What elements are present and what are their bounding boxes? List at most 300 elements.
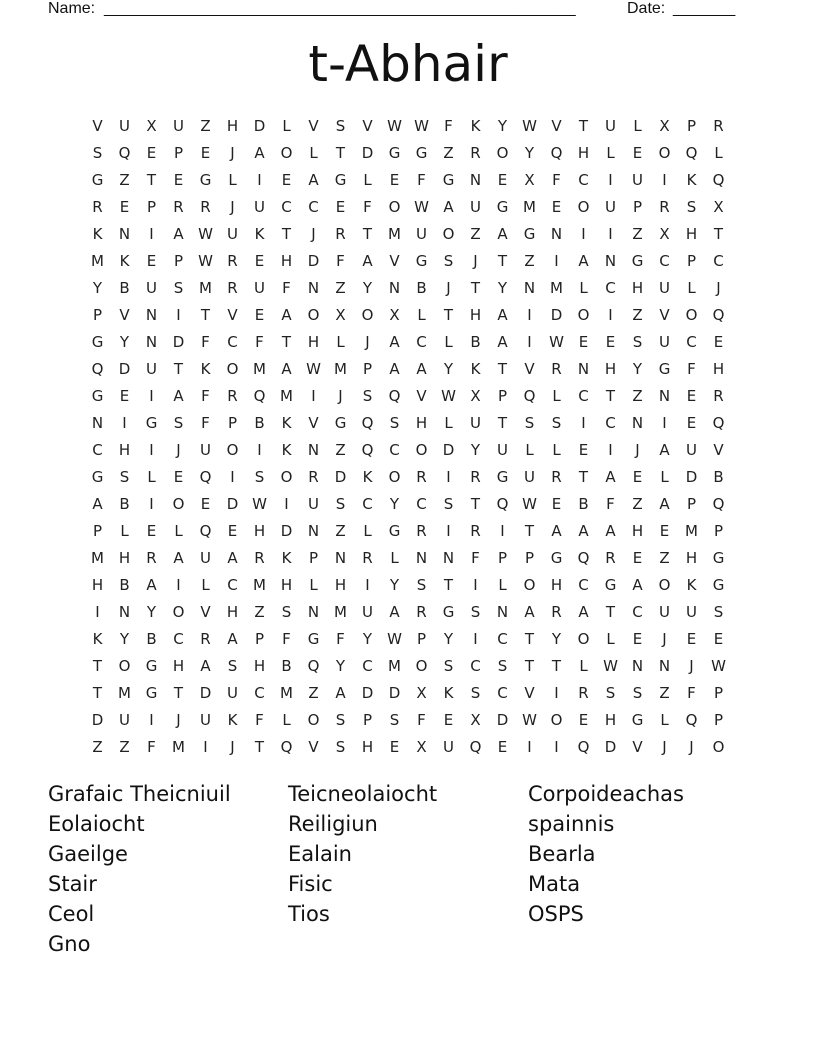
grid-letter[interactable]: O (226, 441, 239, 459)
grid-letter[interactable]: O (307, 711, 320, 729)
grid-letter[interactable]: J (311, 225, 316, 243)
grid-letter[interactable]: L (687, 279, 696, 297)
grid-letter[interactable]: W (387, 630, 402, 648)
grid-letter[interactable]: E (686, 414, 697, 432)
grid-letter[interactable]: E (443, 711, 454, 729)
grid-letter[interactable]: Z (119, 738, 130, 756)
grid-letter[interactable]: S (686, 198, 697, 216)
grid-letter[interactable]: G (334, 414, 347, 432)
grid-letter[interactable]: A (173, 387, 184, 405)
grid-letter[interactable]: H (415, 414, 428, 432)
grid-letter[interactable]: I (500, 522, 505, 540)
grid-letter[interactable]: W (711, 657, 726, 675)
grid-letter[interactable]: O (550, 711, 563, 729)
grid-letter[interactable]: C (578, 576, 589, 594)
grid-letter[interactable]: H (469, 306, 482, 324)
grid-letter[interactable]: G (523, 225, 536, 243)
grid-letter[interactable]: S (335, 738, 346, 756)
grid-letter[interactable]: A (659, 495, 670, 513)
grid-letter[interactable]: A (227, 630, 238, 648)
grid-letter[interactable]: R (551, 468, 562, 486)
grid-letter[interactable]: Y (119, 333, 130, 351)
grid-letter[interactable]: R (227, 387, 238, 405)
grid-letter[interactable]: U (227, 225, 238, 243)
grid-letter[interactable]: V (713, 441, 724, 459)
grid-letter[interactable]: Z (443, 144, 454, 162)
grid-letter[interactable]: J (230, 198, 235, 216)
grid-letter[interactable]: R (605, 549, 616, 567)
grid-letter[interactable]: A (578, 252, 589, 270)
grid-letter[interactable]: Z (92, 738, 103, 756)
grid-letter[interactable]: H (577, 144, 590, 162)
grid-letter[interactable]: H (631, 279, 644, 297)
grid-letter[interactable]: J (473, 252, 478, 270)
grid-letter[interactable]: R (470, 468, 481, 486)
grid-letter[interactable]: Y (443, 360, 454, 378)
grid-letter[interactable]: V (308, 414, 319, 432)
grid-letter[interactable]: U (659, 603, 670, 621)
grid-letter[interactable]: K (92, 630, 103, 648)
grid-letter[interactable]: E (200, 144, 211, 162)
grid-letter[interactable]: D (361, 144, 374, 162)
grid-letter[interactable]: Z (470, 225, 481, 243)
grid-letter[interactable]: B (578, 495, 589, 513)
grid-letter[interactable]: T (335, 144, 346, 162)
grid-letter[interactable]: Y (524, 144, 535, 162)
grid-letter[interactable]: Q (388, 387, 401, 405)
grid-letter[interactable]: U (146, 279, 157, 297)
grid-letter[interactable]: C (632, 603, 643, 621)
grid-letter[interactable]: D (172, 333, 185, 351)
grid-letter[interactable]: R (200, 198, 211, 216)
grid-letter[interactable]: C (497, 630, 508, 648)
grid-letter[interactable]: Q (496, 495, 509, 513)
grid-letter[interactable]: I (554, 252, 559, 270)
grid-letter[interactable]: T (605, 387, 616, 405)
grid-letter[interactable]: N (145, 333, 158, 351)
grid-letter[interactable]: G (388, 144, 401, 162)
grid-letter[interactable]: I (311, 387, 316, 405)
grid-letter[interactable]: Z (335, 441, 346, 459)
grid-letter[interactable]: I (95, 603, 100, 621)
grid-letter[interactable]: C (470, 657, 481, 675)
grid-letter[interactable]: A (254, 144, 265, 162)
grid-letter[interactable]: K (686, 576, 697, 594)
grid-letter[interactable]: S (551, 414, 562, 432)
grid-letter[interactable]: C (605, 414, 616, 432)
grid-letter[interactable]: A (335, 684, 346, 702)
grid-letter[interactable]: H (226, 117, 239, 135)
grid-letter[interactable]: O (523, 576, 536, 594)
grid-letter[interactable]: Q (685, 711, 698, 729)
grid-letter[interactable]: S (470, 603, 481, 621)
grid-letter[interactable]: Q (199, 468, 212, 486)
grid-letter[interactable]: P (146, 198, 157, 216)
grid-letter[interactable]: U (200, 549, 211, 567)
grid-letter[interactable]: E (551, 495, 562, 513)
grid-letter[interactable]: M (118, 684, 131, 702)
grid-letter[interactable]: T (524, 522, 535, 540)
grid-letter[interactable]: O (415, 657, 428, 675)
grid-letter[interactable]: L (552, 441, 561, 459)
grid-letter[interactable]: E (551, 198, 562, 216)
grid-letter[interactable]: A (173, 225, 184, 243)
grid-letter[interactable]: G (496, 198, 509, 216)
grid-letter[interactable]: G (550, 549, 563, 567)
grid-letter[interactable]: U (686, 603, 697, 621)
grid-letter[interactable]: P (497, 387, 508, 405)
grid-letter[interactable]: T (281, 225, 292, 243)
grid-letter[interactable]: C (416, 333, 427, 351)
grid-letter[interactable]: S (497, 657, 508, 675)
grid-letter[interactable]: L (444, 414, 453, 432)
grid-letter[interactable]: L (714, 144, 723, 162)
grid-letter[interactable]: L (147, 468, 156, 486)
grid-letter[interactable]: E (497, 738, 508, 756)
grid-letter[interactable]: O (280, 468, 293, 486)
grid-letter[interactable]: I (581, 225, 586, 243)
grid-letter[interactable]: R (470, 522, 481, 540)
grid-letter[interactable]: S (605, 684, 616, 702)
grid-letter[interactable]: S (389, 711, 400, 729)
grid-letter[interactable]: Q (361, 441, 374, 459)
grid-letter[interactable]: M (91, 252, 104, 270)
grid-letter[interactable]: Q (253, 387, 266, 405)
grid-letter[interactable]: W (252, 495, 267, 513)
grid-letter[interactable]: F (282, 630, 291, 648)
grid-letter[interactable]: E (389, 738, 400, 756)
grid-letter[interactable]: M (172, 738, 185, 756)
grid-letter[interactable]: Q (712, 306, 725, 324)
grid-letter[interactable]: U (524, 468, 535, 486)
grid-letter[interactable]: L (498, 576, 507, 594)
grid-letter[interactable]: K (281, 441, 292, 459)
grid-letter[interactable]: N (145, 306, 158, 324)
grid-letter[interactable]: Y (632, 360, 643, 378)
grid-letter[interactable]: Y (119, 630, 130, 648)
grid-letter[interactable]: X (713, 198, 724, 216)
grid-letter[interactable]: R (308, 468, 319, 486)
grid-letter[interactable]: P (227, 414, 238, 432)
grid-letter[interactable]: T (281, 333, 292, 351)
grid-letter[interactable]: I (473, 576, 478, 594)
grid-letter[interactable]: M (280, 684, 293, 702)
grid-letter[interactable]: T (578, 468, 589, 486)
grid-letter[interactable]: X (146, 117, 157, 135)
grid-letter[interactable]: L (228, 171, 237, 189)
grid-letter[interactable]: H (226, 603, 239, 621)
grid-letter[interactable]: E (281, 171, 292, 189)
grid-letter[interactable]: J (338, 387, 343, 405)
grid-letter[interactable]: I (608, 225, 613, 243)
grid-letter[interactable]: G (91, 387, 104, 405)
grid-letter[interactable]: Y (497, 117, 508, 135)
grid-letter[interactable]: M (685, 522, 698, 540)
grid-letter[interactable]: R (92, 198, 103, 216)
grid-letter[interactable]: B (146, 630, 157, 648)
grid-letter[interactable]: I (554, 738, 559, 756)
grid-letter[interactable]: J (230, 144, 235, 162)
grid-letter[interactable]: C (227, 576, 238, 594)
grid-letter[interactable]: S (362, 387, 373, 405)
grid-letter[interactable]: D (280, 522, 293, 540)
grid-letter[interactable]: I (149, 441, 154, 459)
grid-letter[interactable]: M (550, 279, 563, 297)
grid-letter[interactable]: N (442, 549, 455, 567)
grid-letter[interactable]: Q (712, 495, 725, 513)
grid-letter[interactable]: T (605, 603, 616, 621)
grid-letter[interactable]: M (334, 603, 347, 621)
grid-letter[interactable]: D (388, 684, 401, 702)
name-blank-line[interactable]: _____________________________________________________ (104, 0, 576, 17)
grid-letter[interactable]: Z (632, 495, 643, 513)
grid-letter[interactable]: D (91, 711, 104, 729)
grid-letter[interactable]: A (389, 360, 400, 378)
grid-letter[interactable]: L (660, 711, 669, 729)
grid-letter[interactable]: T (200, 306, 211, 324)
grid-letter[interactable]: D (253, 117, 266, 135)
grid-letter[interactable]: U (200, 441, 211, 459)
grid-letter[interactable]: L (606, 144, 615, 162)
grid-letter[interactable]: F (336, 630, 345, 648)
grid-letter[interactable]: K (227, 711, 238, 729)
grid-letter[interactable]: U (686, 441, 697, 459)
grid-letter[interactable]: I (446, 522, 451, 540)
grid-letter[interactable]: H (604, 711, 617, 729)
grid-letter[interactable]: F (282, 279, 291, 297)
grid-letter[interactable]: D (361, 684, 374, 702)
grid-letter[interactable]: V (200, 603, 211, 621)
grid-letter[interactable]: V (308, 738, 319, 756)
grid-letter[interactable]: H (712, 360, 725, 378)
grid-letter[interactable]: A (524, 603, 535, 621)
grid-letter[interactable]: U (362, 603, 373, 621)
grid-letter[interactable]: R (227, 279, 238, 297)
grid-letter[interactable]: N (307, 441, 320, 459)
grid-letter[interactable]: V (227, 306, 238, 324)
grid-letter[interactable]: R (659, 198, 670, 216)
grid-letter[interactable]: G (145, 684, 158, 702)
grid-letter[interactable]: T (470, 495, 481, 513)
grid-letter[interactable]: V (524, 360, 535, 378)
grid-letter[interactable]: K (686, 171, 697, 189)
grid-letter[interactable]: N (604, 252, 617, 270)
grid-letter[interactable]: G (658, 360, 671, 378)
grid-letter[interactable]: T (443, 306, 454, 324)
grid-letter[interactable]: C (173, 630, 184, 648)
grid-letter[interactable]: T (524, 657, 535, 675)
grid-letter[interactable]: A (497, 333, 508, 351)
grid-letter[interactable]: Y (389, 495, 400, 513)
grid-letter[interactable]: N (523, 279, 536, 297)
grid-letter[interactable]: E (146, 522, 157, 540)
grid-letter[interactable]: T (524, 630, 535, 648)
grid-letter[interactable]: F (255, 711, 264, 729)
grid-letter[interactable]: S (173, 279, 184, 297)
grid-letter[interactable]: S (416, 576, 427, 594)
grid-letter[interactable]: J (716, 279, 721, 297)
grid-letter[interactable]: S (119, 468, 130, 486)
grid-letter[interactable]: H (280, 252, 293, 270)
grid-letter[interactable]: P (713, 711, 724, 729)
grid-letter[interactable]: W (198, 252, 213, 270)
grid-letter[interactable]: W (387, 117, 402, 135)
grid-letter[interactable]: K (200, 360, 211, 378)
grid-letter[interactable]: R (416, 603, 427, 621)
grid-letter[interactable]: N (550, 225, 563, 243)
grid-letter[interactable]: P (254, 630, 265, 648)
grid-letter[interactable]: H (685, 225, 698, 243)
grid-letter[interactable]: Q (577, 738, 590, 756)
grid-letter[interactable]: G (415, 144, 428, 162)
grid-letter[interactable]: Y (470, 441, 481, 459)
grid-letter[interactable]: D (199, 684, 212, 702)
grid-letter[interactable]: A (281, 360, 292, 378)
grid-letter[interactable]: E (659, 522, 670, 540)
grid-letter[interactable]: E (578, 333, 589, 351)
grid-letter[interactable]: C (92, 441, 103, 459)
grid-letter[interactable]: P (362, 360, 373, 378)
grid-letter[interactable]: F (687, 360, 696, 378)
grid-letter[interactable]: T (146, 171, 157, 189)
grid-letter[interactable]: C (281, 198, 292, 216)
grid-letter[interactable]: N (658, 657, 671, 675)
grid-letter[interactable]: C (308, 198, 319, 216)
grid-letter[interactable]: P (92, 306, 103, 324)
grid-letter[interactable]: A (443, 198, 454, 216)
grid-letter[interactable]: V (524, 684, 535, 702)
grid-letter[interactable]: D (307, 252, 320, 270)
grid-letter[interactable]: V (659, 306, 670, 324)
grid-letter[interactable]: I (527, 306, 532, 324)
grid-letter[interactable]: O (172, 495, 185, 513)
grid-letter[interactable]: O (577, 306, 590, 324)
grid-letter[interactable]: R (173, 198, 184, 216)
grid-letter[interactable]: J (365, 333, 370, 351)
grid-letter[interactable]: F (606, 495, 615, 513)
grid-letter[interactable]: K (281, 414, 292, 432)
grid-letter[interactable]: V (92, 117, 103, 135)
grid-letter[interactable]: K (470, 117, 481, 135)
grid-letter[interactable]: T (713, 225, 724, 243)
grid-letter[interactable]: D (118, 360, 131, 378)
grid-letter[interactable]: P (524, 549, 535, 567)
grid-letter[interactable]: S (713, 603, 724, 621)
grid-letter[interactable]: C (254, 684, 265, 702)
grid-letter[interactable]: O (361, 306, 374, 324)
grid-letter[interactable]: A (362, 252, 373, 270)
grid-letter[interactable]: U (227, 684, 238, 702)
grid-letter[interactable]: E (578, 441, 589, 459)
grid-letter[interactable]: E (713, 630, 724, 648)
grid-letter[interactable]: O (442, 225, 455, 243)
grid-letter[interactable]: Z (524, 252, 535, 270)
grid-letter[interactable]: H (685, 549, 698, 567)
grid-letter[interactable]: W (198, 225, 213, 243)
grid-letter[interactable]: G (91, 468, 104, 486)
grid-letter[interactable]: A (605, 522, 616, 540)
grid-letter[interactable]: S (443, 657, 454, 675)
grid-letter[interactable]: F (147, 738, 156, 756)
grid-letter[interactable]: Y (497, 279, 508, 297)
grid-letter[interactable]: G (91, 333, 104, 351)
grid-letter[interactable]: L (606, 630, 615, 648)
grid-letter[interactable]: V (389, 252, 400, 270)
grid-letter[interactable]: P (416, 630, 427, 648)
grid-letter[interactable]: K (92, 225, 103, 243)
grid-letter[interactable]: U (254, 198, 265, 216)
grid-letter[interactable]: G (712, 576, 725, 594)
grid-letter[interactable]: Z (632, 387, 643, 405)
grid-letter[interactable]: F (444, 117, 453, 135)
grid-letter[interactable]: N (118, 225, 131, 243)
grid-letter[interactable]: A (389, 603, 400, 621)
grid-letter[interactable]: E (119, 198, 130, 216)
grid-letter[interactable]: J (689, 738, 694, 756)
grid-letter[interactable]: J (176, 441, 181, 459)
grid-letter[interactable]: H (604, 360, 617, 378)
grid-letter[interactable]: K (470, 360, 481, 378)
grid-letter[interactable]: Z (659, 549, 670, 567)
grid-letter[interactable]: G (145, 657, 158, 675)
grid-letter[interactable]: Q (307, 657, 320, 675)
grid-letter[interactable]: V (308, 117, 319, 135)
grid-letter[interactable]: S (470, 684, 481, 702)
grid-letter[interactable]: L (282, 117, 291, 135)
grid-letter[interactable]: N (307, 603, 320, 621)
grid-letter[interactable]: G (631, 252, 644, 270)
grid-letter[interactable]: N (388, 279, 401, 297)
grid-letter[interactable]: P (362, 711, 373, 729)
grid-letter[interactable]: B (470, 333, 481, 351)
grid-letter[interactable]: N (415, 549, 428, 567)
grid-letter[interactable]: G (91, 171, 104, 189)
grid-letter[interactable]: Q (469, 738, 482, 756)
grid-letter[interactable]: N (658, 387, 671, 405)
grid-letter[interactable]: T (173, 684, 184, 702)
grid-letter[interactable]: D (226, 495, 239, 513)
grid-letter[interactable]: L (309, 144, 318, 162)
grid-letter[interactable]: S (443, 252, 454, 270)
grid-letter[interactable]: U (119, 117, 130, 135)
grid-letter[interactable]: A (659, 441, 670, 459)
grid-letter[interactable]: T (254, 738, 265, 756)
grid-letter[interactable]: E (173, 468, 184, 486)
grid-letter[interactable]: F (687, 684, 696, 702)
grid-letter[interactable]: F (363, 198, 372, 216)
grid-letter[interactable]: K (443, 684, 454, 702)
grid-letter[interactable]: U (632, 171, 643, 189)
grid-letter[interactable]: H (253, 522, 266, 540)
grid-letter[interactable]: K (281, 549, 292, 567)
grid-letter[interactable]: G (388, 522, 401, 540)
grid-letter[interactable]: A (605, 468, 616, 486)
grid-letter[interactable]: I (608, 306, 613, 324)
grid-letter[interactable]: H (280, 576, 293, 594)
grid-letter[interactable]: T (551, 657, 562, 675)
grid-letter[interactable]: E (254, 306, 265, 324)
grid-letter[interactable]: I (662, 171, 667, 189)
grid-letter[interactable]: A (281, 306, 292, 324)
grid-letter[interactable]: X (335, 306, 346, 324)
grid-letter[interactable]: R (713, 117, 724, 135)
grid-letter[interactable]: L (444, 333, 453, 351)
grid-letter[interactable]: Z (632, 306, 643, 324)
grid-letter[interactable]: I (149, 711, 154, 729)
grid-letter[interactable]: T (470, 279, 481, 297)
grid-letter[interactable]: E (227, 522, 238, 540)
grid-letter[interactable]: T (92, 657, 103, 675)
